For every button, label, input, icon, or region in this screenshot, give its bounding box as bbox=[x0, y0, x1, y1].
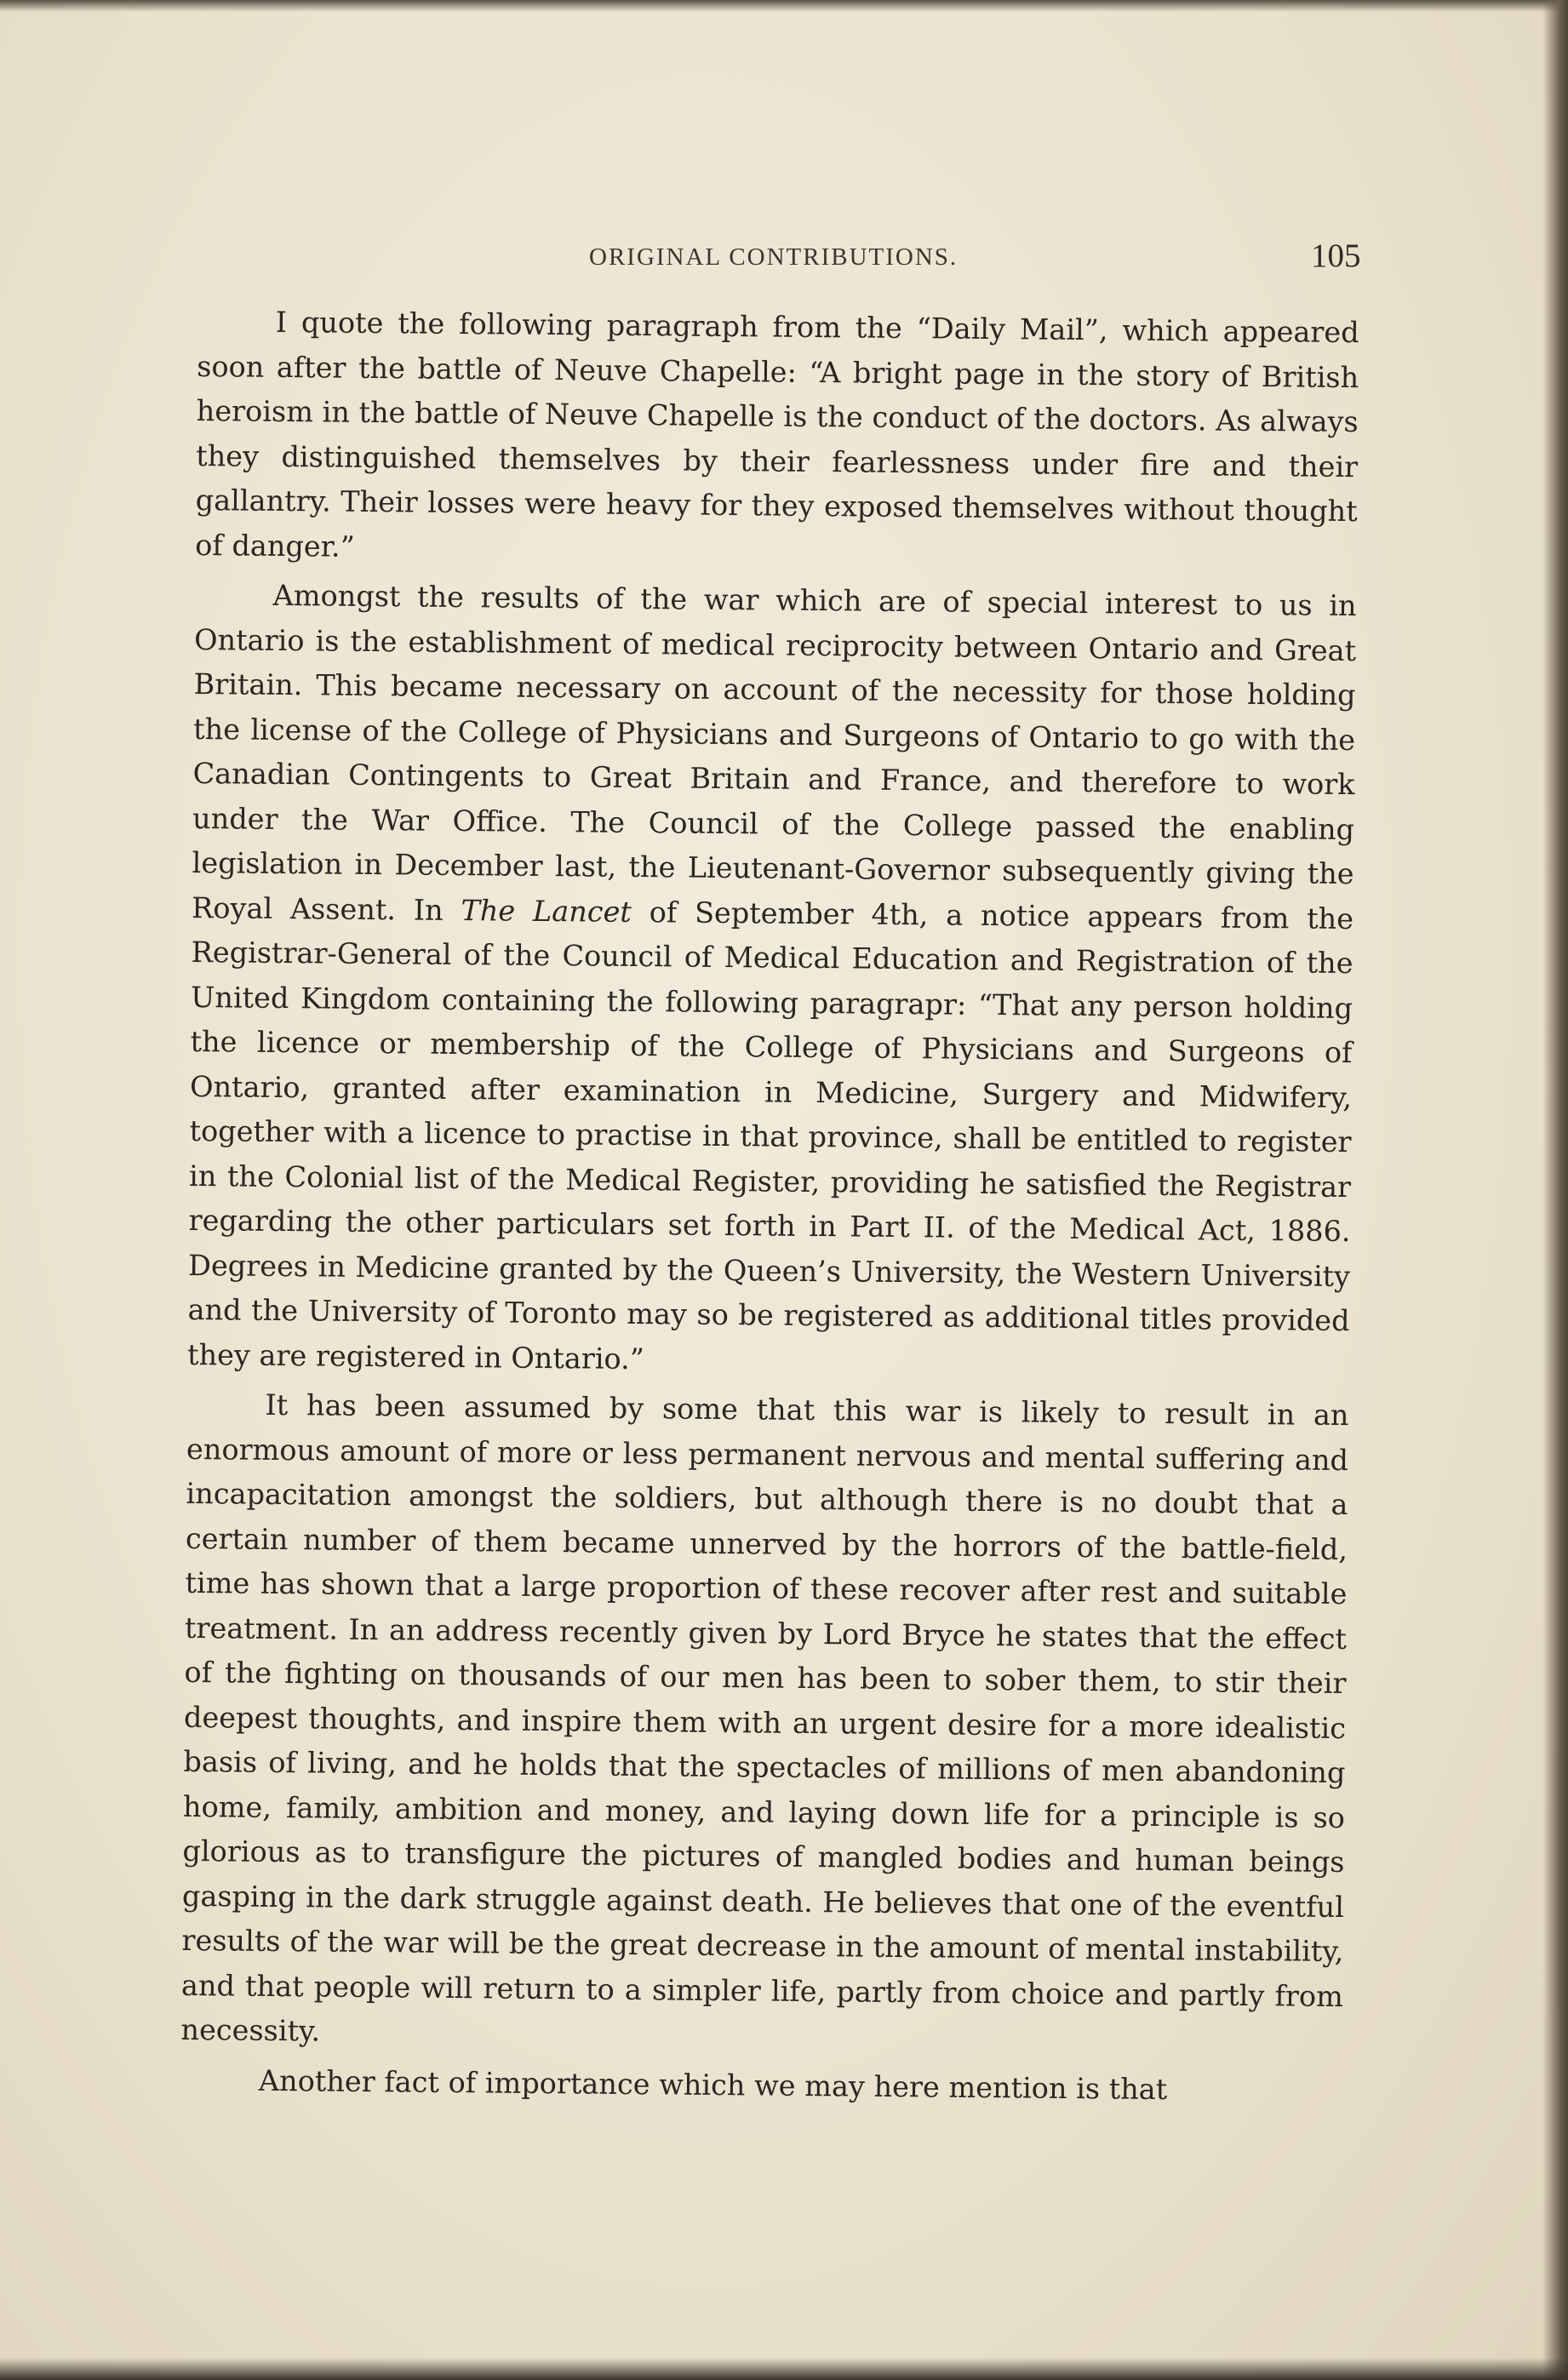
paragraph-text-after: of September 4th, a notice appears from the Registrar-General of the Council of Medical Education and Registration of the United Kingdom containing the following paragrapr: “That any person holding the licence or membership of the College of Physicians and Surgeons of Ontario, granted after examination in Medicine, Surgery and Midwifery, together with a licence to practise in that province, shall be entitled to register in the Colonial list of the Medical Register, providing he satisfied the Registrar regarding the other particulars set forth in Part II. of the Medical Act, 1886. Degrees in Medicine granted by the Queen’s University, the Western University and the University of Toronto may so be registered as additional titles provided they are registered in Ontario.” bbox=[186, 895, 1354, 1376]
body-text bbox=[180, 300, 1359, 2114]
paragraph-medical-reciprocity bbox=[187, 573, 1357, 1388]
paragraph-daily-mail-quote: I quote the following paragraph from the “Daily Mail”, which appeared soon after the battle of Neuve Chapelle: “A bright page in the story of British heroism in the battle of Neuve Chapelle is the conduct of the doctors. As always they distinguished themselves by their fearlessness under fire and their gallantry. Their losses were heavy for they exposed themselves without thought of danger.” bbox=[195, 305, 1359, 564]
paragraph-another-fact: Another fact of importance which we may here mention is that bbox=[258, 2063, 1168, 2106]
paragraph-nervous-suffering: It has been assumed by some that this war is likely to result in an enormous amount of more or less permanent nervous and mental suffering and incapacitation amongst the soldiers, but although there is no doubt that a certain number of them became unnerved by the horrors of the battle-field, time has shown that a large proportion of these recover after rest and suitable treatment. In an address recently given by Lord Bryce he states that the effect of the fighting on thousands of our men has been to sober them, to stir their deepest thoughts, and inspire them with an urgent desire for a more idealistic basis of living, and he holds that the spectacles of millions of men abandoning home, family, ambition and money, and laying down life for a principle is so glorious as to transfigure the pictures of mangled bodies and human beings gasping in the dark struggle against death. He believes that one of the eventful results of the war will be the great decrease in the amount of mental instability, and that people will return to a simpler life, partly from choice and partly from necessity. bbox=[180, 1387, 1349, 2048]
journal-title-emphasis: The Lancet bbox=[461, 893, 632, 929]
running-head bbox=[0, 237, 1568, 286]
binding-edge bbox=[1542, 0, 1568, 2380]
section-title: ORIGINAL CONTRIBUTIONS. bbox=[589, 243, 959, 271]
page-bottom-shadow bbox=[0, 2358, 1568, 2380]
paragraph-text-before: Amongst the results of the war which are of special interest to us in Ontario is the establishment of medical reciprocity between Ontario and Great Britain. This became necessary on account of the necessity for those holding the license of the College of Physicians and Surgeons of Ontario to go with the Canadian Contingents to Great Britain and France, and therefore to work under the War Office. The Council of the College passed the enabling legislation in December last, the Lieutenant-Governor subsequently giving the Royal Assent. In bbox=[191, 578, 1357, 927]
page-number: 105 bbox=[1311, 237, 1361, 274]
page-top-shadow bbox=[0, 0, 1568, 12]
